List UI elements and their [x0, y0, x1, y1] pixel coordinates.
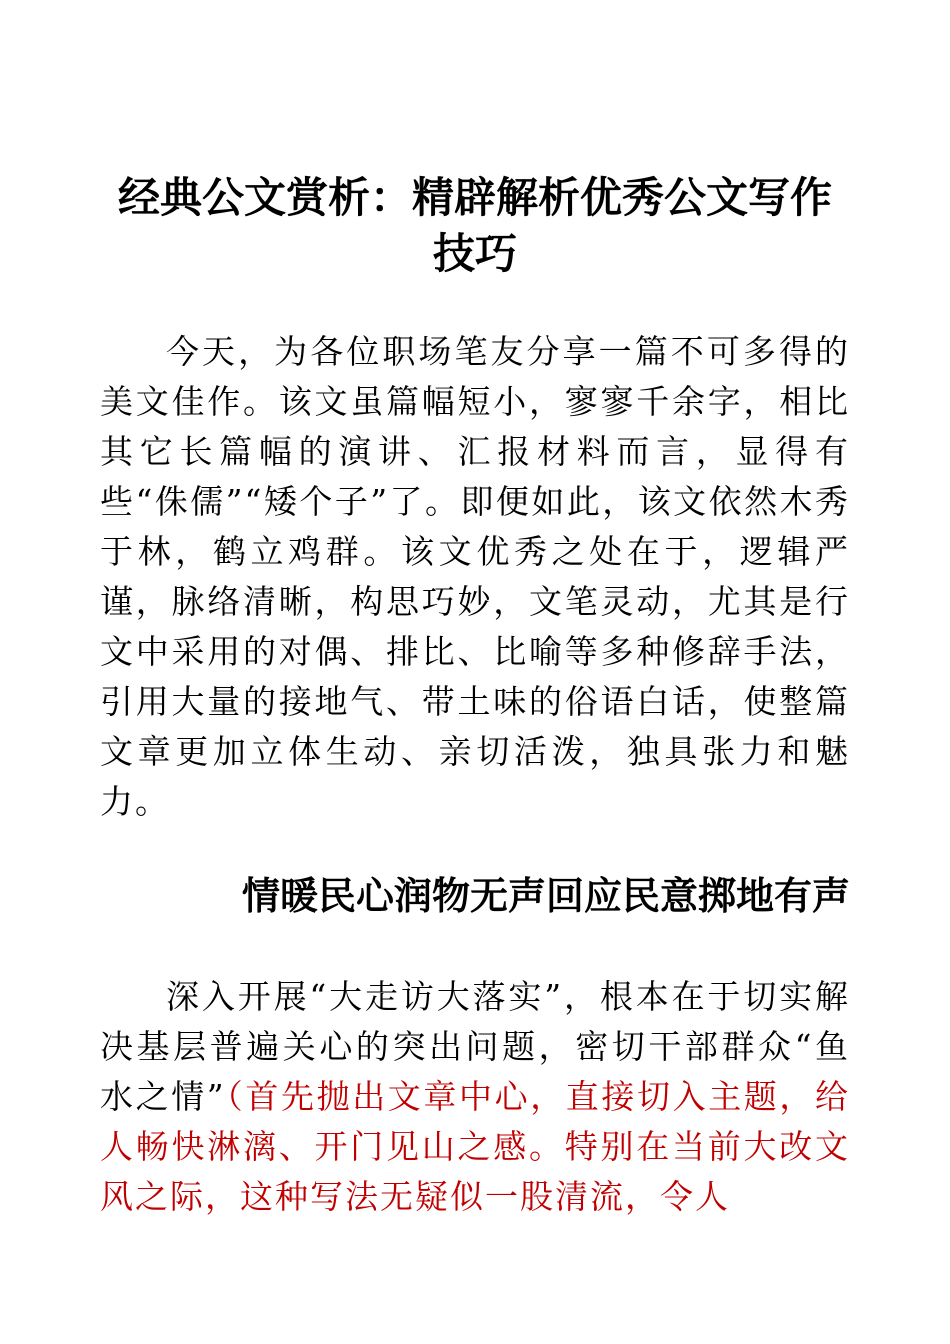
article-title: 情暖民心润物无声回应民意掷地有声: [241, 873, 850, 918]
document-page: [100, 0, 850, 1344]
article-paragraph-text: 深入开展“大走访大落实”，根本在于切实解决基层普遍关心的突出问题，密切干部群众“鱼水之情”: [100, 977, 850, 1116]
article-paragraph: [100, 972, 850, 1222]
editor-comment: （首先抛出文章中心，直接切入主题，给人畅快淋漓、开门见山之感。特别在当前大改文风之际，这种写法无疑似一股清流，令人: [100, 1077, 851, 1216]
intro-paragraph: 今天，为各位职场笔友分享一篇不可多得的美文佳作。该文虽篇幅短小，寥寥千余字，相比其它长篇幅的演讲、汇报材料而言，显得有些“侏儒”“矮个子”了。即便如此，该文依然木秀于林，鹤立鸡群。该文优秀之处在于，逻辑严谨，脉络清晰，构思巧妙，文笔灵动，尤其是行文中采用的对偶、排比、比喻等多种修辞手法，引用大量的接地气、带土味的俗语白话，使整篇文章更加立体生动、亲切活泼，独具张力和魅力。: [100, 332, 850, 821]
document-title: 经典公文赏析：精辟解析优秀公文写作技巧: [117, 173, 832, 278]
